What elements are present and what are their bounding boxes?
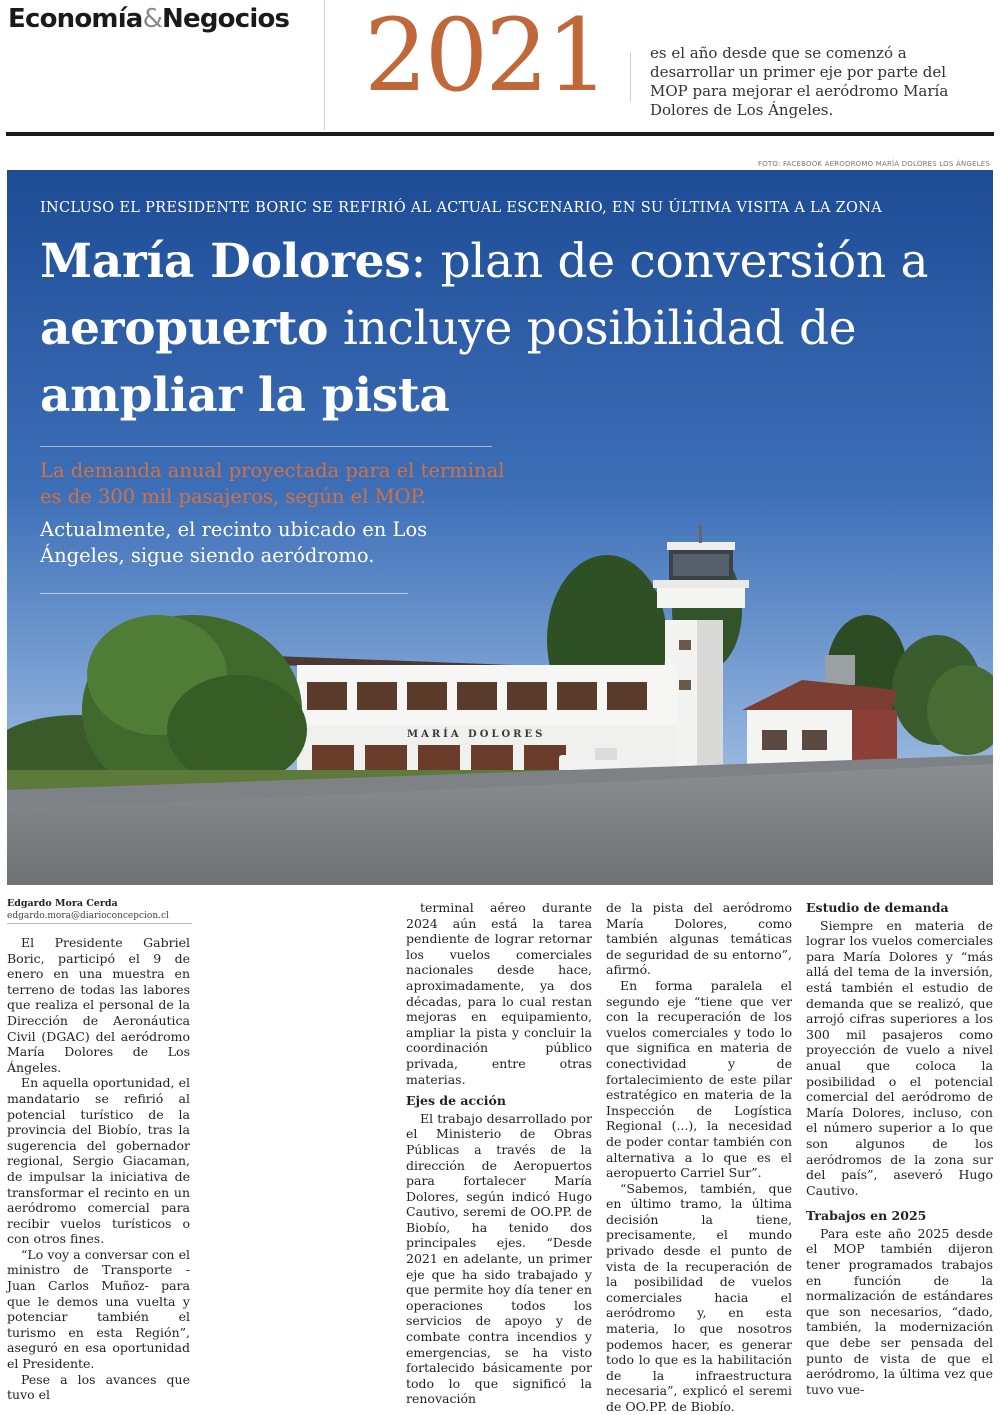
highlight-number-caption: es el año desde que se comenzó a desarrollar un primer eje por parte del MOP para mejorar el aeródromo María Dolores de Los Ángeles. bbox=[650, 44, 949, 119]
section-title-part1: Economía bbox=[8, 4, 143, 34]
header-rule bbox=[6, 132, 994, 136]
byline-rule bbox=[7, 923, 192, 924]
lead-rule-bottom bbox=[40, 593, 408, 594]
article-column-1 bbox=[7, 935, 190, 1403]
header-divider-left bbox=[324, 0, 325, 130]
paragraph: Para este año 2025 desde el MOP también dijeron tener programados trabajos en función de la normalización de estándares que son necesarios, “dado, también, la modernización que debe ser pensada del punto de vista de que el aeródromo, la última vez que tuvo vue- bbox=[806, 1225, 993, 1397]
lead-rule-top bbox=[40, 446, 492, 447]
paragraph: Siempre en materia de lograr los vuelos comerciales para María Dolores y “más allá del tema de la inversión, está también el estudio de demanda que se realizó, que arrojó cifras superiores a los 300 mil pasajeros como proyección de vuelo a nivel anual que coloca la posibilidad o el potencial comercial del aeródromo de María Dolores, incluso, con el número superior a lo que son algunos de los aeródromos de la zona sur del país”, aseveró Hugo Cautivo. bbox=[806, 917, 993, 1198]
byline bbox=[7, 898, 192, 924]
article-headline: María Dolores: plan de conversión a aeropuerto incluye posibilidad de ampliar la pista bbox=[40, 234, 929, 423]
highlight-number: 2021 bbox=[364, 0, 607, 114]
section-title-part2: Negocios bbox=[162, 4, 290, 34]
subheading-trabajos: Trabajos en 2025 bbox=[806, 1208, 927, 1224]
section-title-ampersand: & bbox=[142, 4, 163, 34]
photo-credit: FOTO: FACEBOOK AERODROMO MARÍA DOLORES LOS ÁNGELES bbox=[757, 160, 990, 168]
lead-text: Actualmente, el recinto ubicado en Los Ángeles, sigue siendo aeródromo. bbox=[40, 518, 428, 567]
paragraph: Pese a los avances que tuvo el bbox=[7, 1371, 190, 1403]
subheading-estudio: Estudio de demanda bbox=[806, 900, 949, 915]
paragraph: En aquella oportunidad, el mandatario se refirió al potencial turístico de la provincia del Biobío, tras la sugerencia del gobernador regional, Sergio Giacaman, de impulsar la iniciativa de transformar el recinto en un aeródromo comercial para recibir vuelos turísticos o con otros fines. bbox=[7, 1075, 190, 1247]
article-kicker: INCLUSO EL PRESIDENTE BORIC SE REFIRIÓ AL ACTUAL ESCENARIO, EN SU ÚLTIMA VISITA A LA ZONA bbox=[40, 200, 882, 216]
page-header bbox=[0, 0, 1000, 136]
paragraph: de la pista del aeródromo María Dolores, como también algunas temáticas de seguridad de su entorno”, afirmó. bbox=[606, 900, 792, 978]
header-divider-right bbox=[630, 52, 631, 102]
paragraph: El trabajo desarrollado por el Ministerio de Obras Públicas a través de la dirección de Aeropuertos para fortalecer María Dolores, según indicó Hugo Cautivo, seremi de OO.PP. de Biobío, ha tenido dos principales ejes. “Desde 2021 en adelante, un primer eje que ha sido trabajado y que permite hoy día tener en operaciones todos los servicios de apoyo y de combate contra incendios y emergencias, se ha visto fortalecido básicamente por todo lo que significó la renovación bbox=[406, 1110, 592, 1407]
author-name: Edgardo Mora Cerda bbox=[7, 898, 118, 909]
airport-sign-text: MARÍA DOLORES bbox=[407, 729, 546, 740]
paragraph: terminal aéreo durante 2024 aún está la tarea pendiente de lograr retornar los vuelos comerciales nacionales desde hace, aproximadamente, ya dos décadas, para lo cual restan mejoras en equipamiento, ampliar la pista y concluir la coordinación público privada, entre otras materias. bbox=[406, 900, 592, 1087]
paragraph: En forma paralela el segundo eje “tiene que ver con la recuperación de los vuelos comerciales y todo lo que significa en materia de conectividad y de fortalecimiento de este pilar estratégico en materia de la Inspección de Logística Regional (...), la necesidad de poder contar también con alternativa a lo que es el aeropuerto Carriel Sur”. bbox=[606, 977, 792, 1181]
paragraph: “Sabemos, también, que en último tramo, la última decisión la tiene, precisamente, el mundo privado desde el punto de vista de la recuperación de la posibilidad de vuelos comerciales hacia el aeródromo y, en esta materia, lo que nosotros podemos hacer, es generar todo lo que es la habilitación de la infraestructura necesaria”, explicó el seremi de OO.PP. de Biobío. bbox=[606, 1180, 792, 1414]
paragraph: El Presidente Gabriel Boric, participó el 9 de enero en una muestra en terreno de todas las labores que realiza el personal de la Dirección de Aeronáutica Civil (DGAC) del aeródromo María Dolores de Los Ángeles. bbox=[7, 935, 190, 1075]
lead-highlight: La demanda anual proyectada para el terminal es de 300 mil pasajeros, según el MOP. bbox=[40, 459, 505, 508]
section-title bbox=[8, 4, 289, 34]
author-email: edgardo.mora@diarioconcepcion.cl bbox=[7, 911, 169, 921]
article-column-4 bbox=[806, 900, 993, 1397]
hero-photo bbox=[7, 170, 993, 885]
paragraph: “Lo voy a conversar con el ministro de Transporte -Juan Carlos Muñoz- para que le demos una vuelta y potenciar también el turismo en esta Región”, aseguró en esa oportunidad el Presidente. bbox=[7, 1246, 190, 1372]
subheading-ejes: Ejes de acción bbox=[406, 1093, 506, 1109]
article-column-3 bbox=[606, 900, 792, 1415]
article-column-2 bbox=[406, 900, 592, 1407]
